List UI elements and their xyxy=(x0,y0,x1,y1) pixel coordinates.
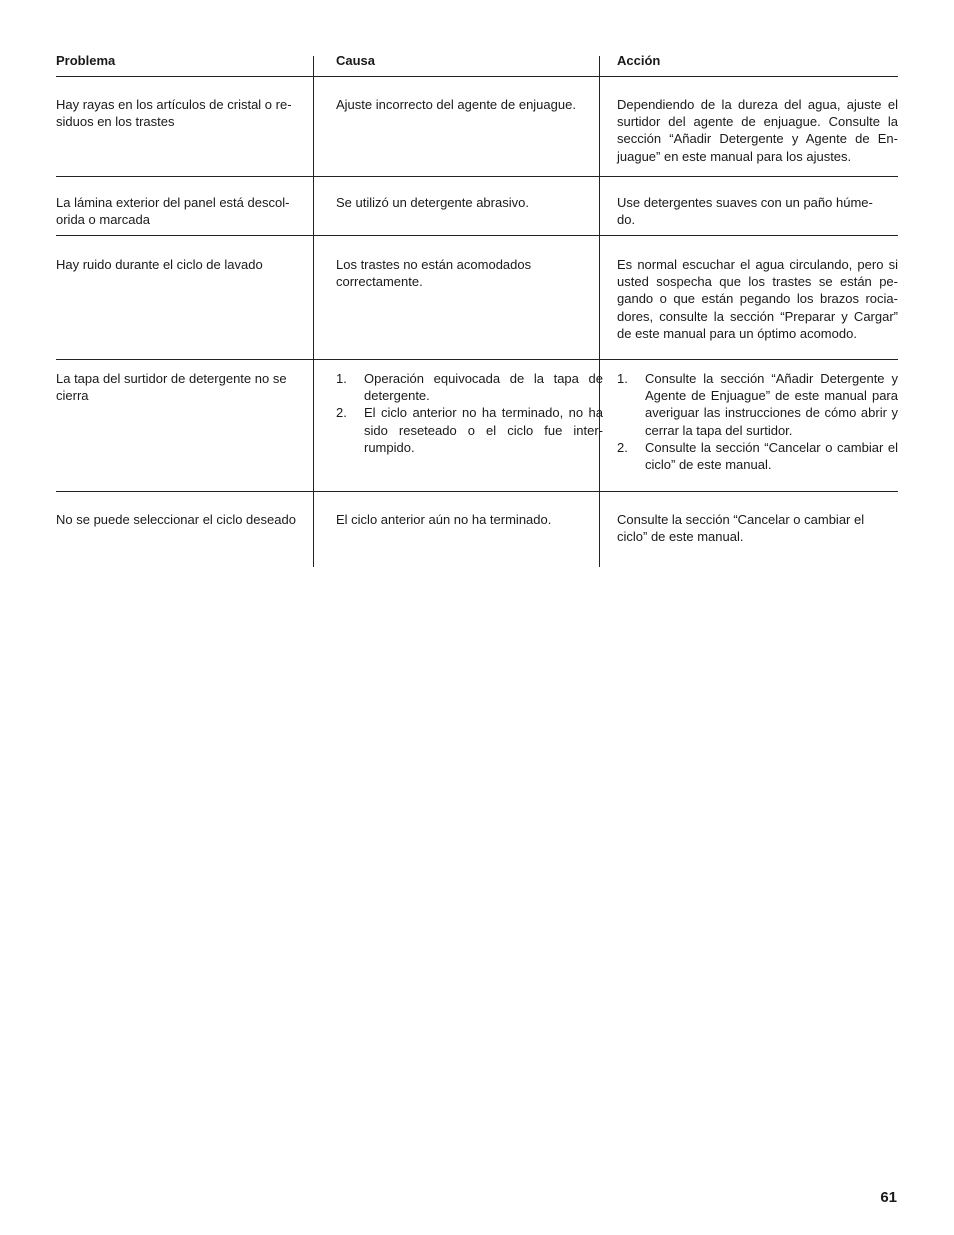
table-row-1-action: Dependiendo de la dureza del agua, ajuste el surtidor del agente de enjuague. Consulte la sección “Añadir Detergente y Agente de En-juague” en este manual para los ajustes. xyxy=(617,97,898,164)
table-row-5-problem: No se puede seleccionar el ciclo deseado xyxy=(56,512,296,527)
row-divider xyxy=(56,491,898,492)
row-divider xyxy=(56,235,898,236)
table-row-5-action: Consulte la sección “Cancelar o cambiar el ciclo” de este manual. xyxy=(617,512,865,545)
list-item xyxy=(336,370,603,404)
table-row-3-cause: Los trastes no están acomodados correctamente. xyxy=(336,257,532,290)
list-item-text: Operación equivocada de la tapa de detergente. xyxy=(364,371,603,404)
table-row-3-action: Es normal escuchar el agua circulando, pero si usted sospecha que los trastes se están pe-gando o que están pegando los brazos rocia-dores, consulte la sección “Preparar y Cargar” de este manual para un óptimo acomodo. xyxy=(617,257,898,341)
table-row-3-problem: Hay ruido durante el ciclo de lavado xyxy=(56,257,263,272)
header-problem: Problema xyxy=(56,53,116,68)
table-row-1-problem: Hay rayas en los artículos de cristal o re-siduos en los trastes xyxy=(56,97,292,130)
table-row-2-action: Use detergentes suaves con un paño húme-do. xyxy=(617,195,873,228)
table-row-1-cause: Ajuste incorrecto del agente de enjuague. xyxy=(336,97,576,112)
table-row-4-cause xyxy=(336,370,603,456)
list-number: 1. xyxy=(336,371,347,386)
list-item xyxy=(617,370,898,439)
table-row-4-problem: La tapa del surtidor de detergente no se cierra xyxy=(56,371,287,404)
list-item xyxy=(617,439,898,473)
page-number: 61 xyxy=(880,1189,897,1206)
column-divider xyxy=(313,56,314,567)
header-cause: Causa xyxy=(336,53,376,68)
list-number: 2. xyxy=(617,439,628,455)
list-item-text: El ciclo anterior no ha terminado, no ha sido reseteado o el ciclo fue inter-rumpido. xyxy=(364,405,603,455)
list-number: 2. xyxy=(336,405,347,421)
table-row-4-action xyxy=(617,370,898,473)
list-item xyxy=(336,404,603,456)
list-item-text: Consulte la sección “Añadir Detergente y Agente de Enjuague” de este manual para averiguar las instrucciones de cómo abrir y cerrar la tapa del surtidor. xyxy=(645,371,898,438)
list-item-text: Consulte la sección “Cancelar o cambiar el ciclo” de este manual. xyxy=(645,439,898,473)
row-divider xyxy=(56,359,898,360)
table-row-2-problem: La lámina exterior del panel está descol-orida o marcada xyxy=(56,195,290,228)
column-divider xyxy=(599,56,600,567)
header-action: Acción xyxy=(617,53,661,68)
table-row-2-cause: Se utilizó un detergente abrasivo. xyxy=(336,195,529,210)
list-number: 1. xyxy=(617,371,628,386)
header-rule xyxy=(56,76,898,77)
row-divider xyxy=(56,176,898,177)
table-row-5-cause: El ciclo anterior aún no ha terminado. xyxy=(336,512,552,527)
